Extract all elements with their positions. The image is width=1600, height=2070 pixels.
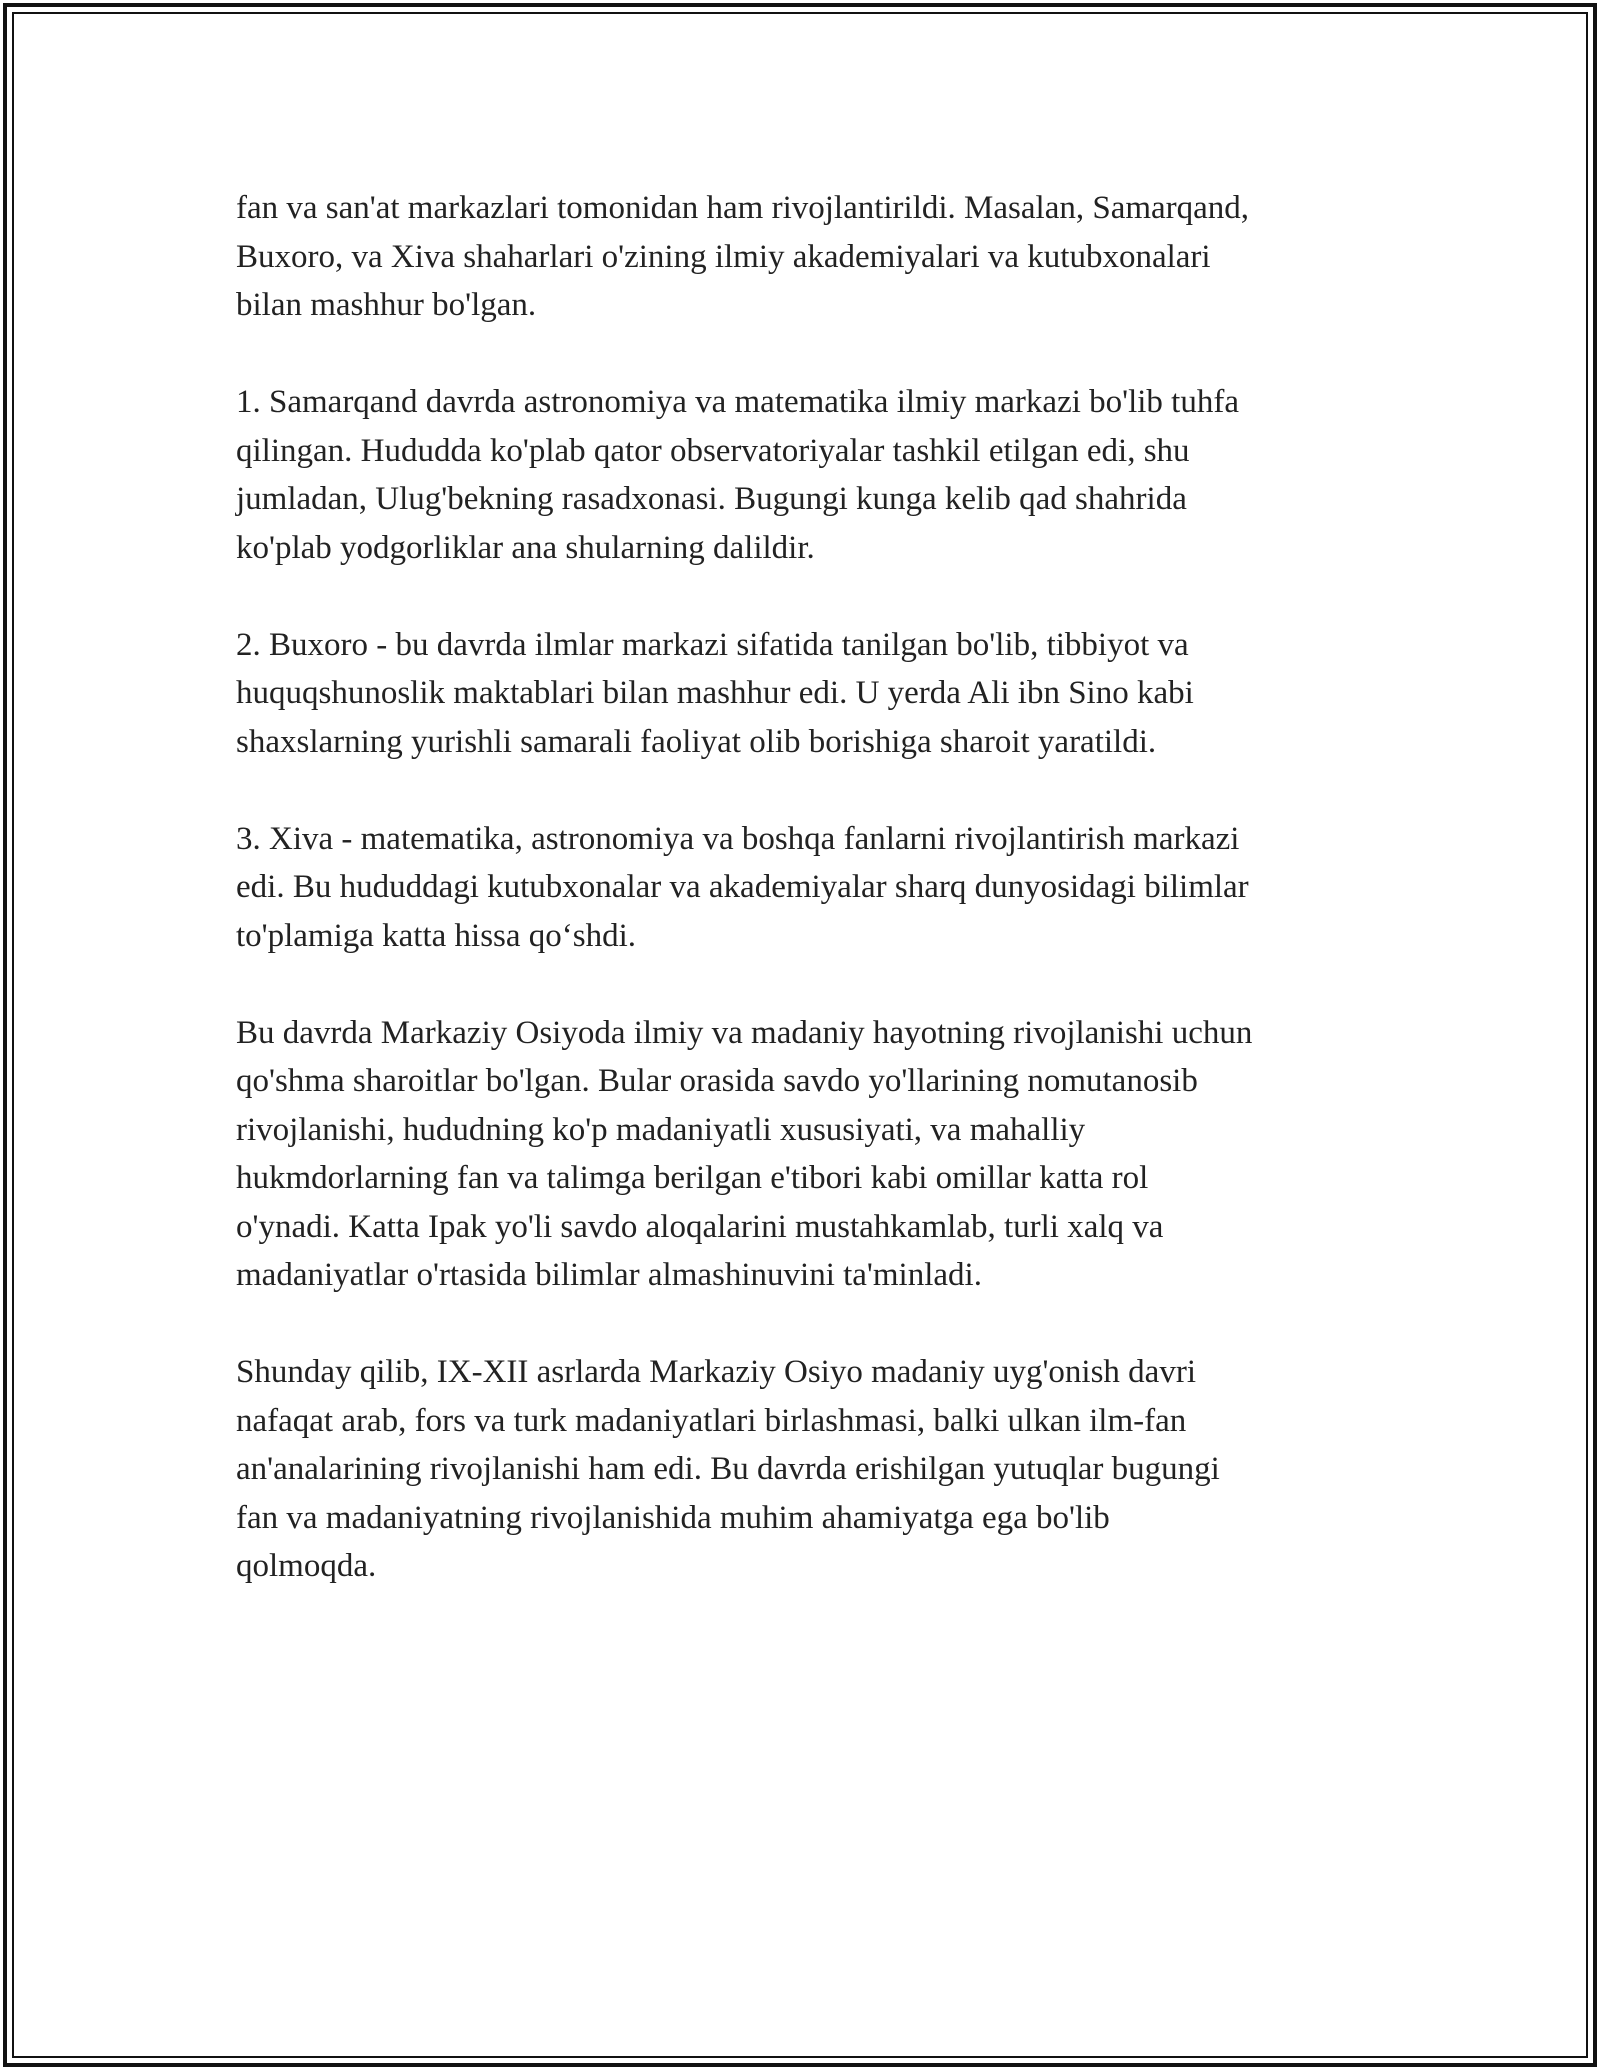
paragraph-buxoro: 2. Buxoro - bu davrda ilmlar markazi sifatida tanilgan bo'lib, tibbiyot va huquqshunoslik maktablari bilan mashhur edi. U yerda Ali ibn Sino kabi shaxslarning yurishli samarali faoliyat olib borishiga sharoit yaratildi. [236, 626, 1194, 760]
paragraph-samarqand: 1. Samarqand davrda astronomiya va matematika ilmiy markazi bo'lib tuhfa qilingan. Hududda ko'plab qator observatoriyalar tashkil etilgan edi, shu jumladan, Ulug'bekning rasadxonasi. Bugungi kunga kelib qad shahrida ko'plab yodgorliklar ana shularning dalildir. [236, 384, 1239, 566]
paragraph-xiva: 3. Xiva - matematika, astronomiya va boshqa fanlarni rivojlantirish markazi edi. Bu hududdagi kutubxonalar va akademiyalar sharq dunyosidagi bilimlar to'plamiga katta hissa qo‘shdi. [236, 820, 1249, 954]
paragraph-intro: fan va san'at markazlari tomonidan ham rivojlantirildi. Masalan, Samarqand, Buxoro, va Xiva shaharlari o'zining ilmiy akademiyalari va kutubxonalari bilan mashhur bo'lgan. [236, 190, 1250, 323]
document-body [236, 184, 1386, 1591]
paragraph-conclusion: Shunday qilib, IX-XII asrlarda Markaziy Osiyo madaniy uyg'onish davri nafaqat arab, fors va turk madaniyatlari birlashmasi, balki ulkan ilm-fan an'analarining rivojlanishi ham edi. Bu davrda erishilgan yutuqlar bugungi fan va madaniyatning rivojlanishida muhim ahamiyatga ega bo'lib qolmoqda. [236, 1354, 1220, 1584]
paragraph-conditions: Bu davrda Markaziy Osiyoda ilmiy va madaniy hayotning rivojlanishi uchun qo'shma sharoitlar bo'lgan. Bular orasida savdo yo'llarining nomutanosib rivojlanishi, hududning ko'p madaniyatli xususiyati, va mahalliy hukmdorlarning fan va talimga berilgan e'tibori kabi omillar katta rol o'ynadi. Katta Ipak yo'li savdo aloqalarini mustahkamlab, turli xalq va madaniyatlar o'rtasida bilimlar almashinuvini ta'minladi. [236, 1014, 1253, 1293]
